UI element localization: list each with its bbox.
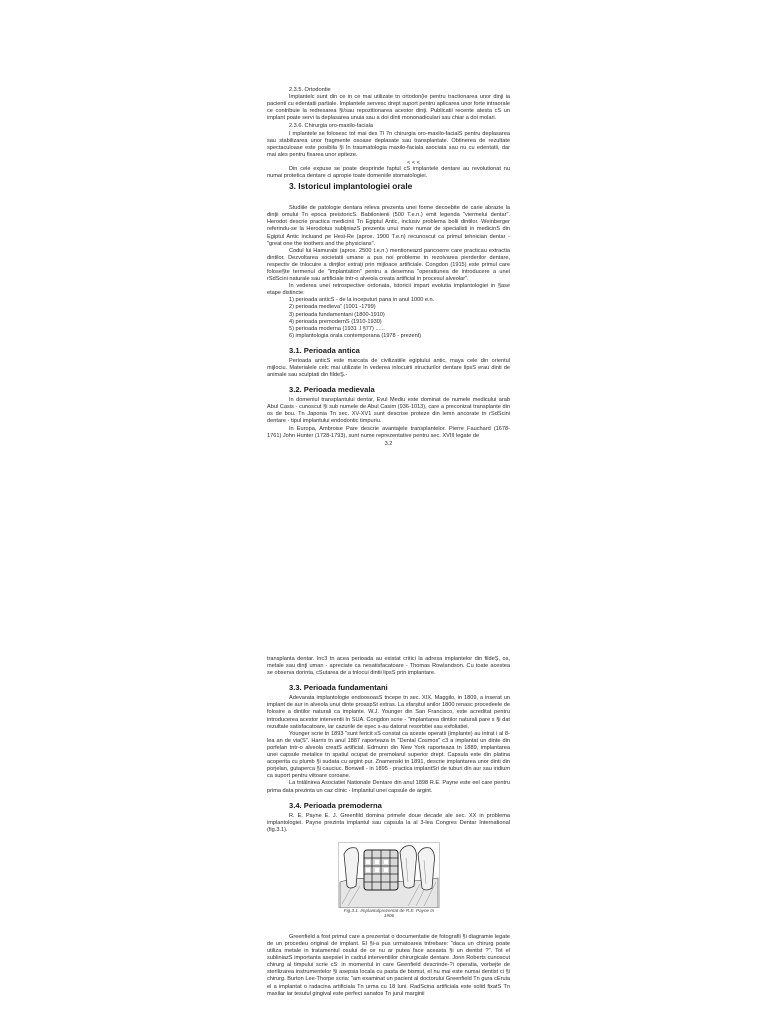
periods-list xyxy=(267,297,510,340)
section-3-2-paragraph-1: In domeniul transplantului dentar, Evul Mediu este dominat de numele medicului arab Abul Casis - cunoscut §i sub numele de Abul Casim (936-1013), care a preconizat transplante din os de bou. Tn Japonia Tn sec. XV-XV1 sunt descrise proteze din lemn ancorate tn rSdScini dentare - tipul implantului endodontic timpuriu. xyxy=(267,397,510,425)
figure-caption xyxy=(338,908,440,919)
section-3-1-heading: 3.1. Perioada antica xyxy=(289,345,360,355)
figure-caption-line-1: Fig.3.1. Implantulprezentat de R.E. Payne tn xyxy=(343,907,435,913)
figure-caption-line-2: 1906 xyxy=(383,913,395,919)
section-2-3-5-title: 2.3.5. Ortodontie xyxy=(289,87,331,93)
section-3-4-heading: 3.4. Perioada premoderna xyxy=(289,800,382,810)
history-paragraph-3: In vederea unei retrospective ordonata, istoricii impart evolutia implantologiei in §ase etape distincte: xyxy=(267,283,510,297)
history-paragraph-2: Codul lui Hamurabi (aprox. 2500 t.e.n.) mentioneazd pancoerre care practicau extractia dintilor. Dezvoltarea societatii umane a pus noi probleme tn rezolvarea pierderilor dentare, respectiv de tnlocuire a dinţilor extraţi prin mijloace artificiale. Congdon (1915) este primul care folose§te termenul de "implantation" pentru a desemna "operatiunea de introducere a unei rSdScini naturale sau artificiale tntr-o alveola creata artificial in procesul alveolar". xyxy=(267,247,510,283)
section-3-3-paragraph-3: La tntâlnirea Asociatiei Nationale Dentare din anul 1898 R.E. Payne este eel care pentru prima data prezinta un caz clinic - Implantul unei capsule de argint. xyxy=(267,780,510,794)
section-3-2-heading: 3.2. Perioada medievala xyxy=(289,385,375,395)
section-2-3-5-paragraph: Implantelc sunt din ce in ce mai utilizate tn ortodon(ie pentru tractionarea unor dinji ia pacienti cu edentatii partiale. Implantele servesc drept suport pentru aplicarea unor forte intraorale ce contribuie la redresarea §i/sau repozitionarea acestor dinţi. Publicatii recente atesta cS un implant poate servi la deplasarea unuia sau a doi dinti mononadiculari sau chiar a doi molari. xyxy=(267,94,510,122)
section-3-3-paragraph-2: Younger scrie tn 1893 "sunt fericit sS constat ca aceste operatii (implante) au intrat i al 8-lea an de via(S". Harris tn anul 1887 raporteaza tn "Dental Cosmos" c3 a implantat un dinte din porfelan tntr-o alveola creatS artificial. Edmunn din New York raporteaza tn 1889, implantarea unei capsule metalice tn spatiul ocupat de premolarul superior drept. Capsula este din platina acoperita cu plumb §i sudata cu argint pur. Znamenski tn 1891, descrie implantarea unor dinti din porjelan, gutaperca §i cauciuc. Bonwell - in 1895 - practica implantSri de tuburi din aur sau iridium ca suport pentru viitoare coroane. xyxy=(267,730,510,780)
section-2-3-6-title: 2.3.6. Chirurgia oro-maxilo-faciala xyxy=(289,123,373,130)
section-2-3-6-paragraph: I mplantele se folosesc tot mai des Tl 7n chirurgia oro-maxilo-facialS pentru deplasarea sau stabilizarea unor fragmente osoase deplasate sau transplantate. Obtinerea de rezultate spectaculoase este posibila §i In traumatologia maxilo-faciala asociata sau nu cu edentatii, dar mai ales pentru fixarea unor epiteze. xyxy=(267,130,510,158)
section-3-3-heading: 3.3. Perioada fundamentani xyxy=(289,683,388,693)
document-page-2 xyxy=(267,656,510,998)
section-3-2-paragraph-2: In Europa, Ambroise Pare descrie avantajele transplantelor. Pierre Fauchard (1678-1761) John Hunter (1728-1793), sunt nume reprezentative pentru sec. XVIII legate de xyxy=(267,425,510,439)
chapter-3-heading: 3. Istoricul implantologiei orale xyxy=(289,181,413,192)
list-item: 1) perioada anticS - de la inceputuri pana in anul 1000 e.n. xyxy=(289,297,435,304)
continuation-paragraph: transplanta dentar. Inc3 tn acea perioada au existat critici la adresa implantelor din fildeŞ, os, metale sau dinţi uman - apreciate ca nesatisfacatoare - Thomas Rowlandson. Cu toate acestea se observa dorinta, cSutarea de a tnlocui dintii lipsS prin implantare. xyxy=(267,656,510,677)
figure-3-1 xyxy=(338,842,440,942)
page-number: 3.2 xyxy=(384,440,393,447)
list-item: 2) perioada medieva" (1001 -1799) xyxy=(289,304,376,311)
section-3-4-paragraph: R. E. Payne E. J. Greenfild domina primele doue decade ale sec. XX in problema implantologiei. Payne prezinta implantul sau capsula la al 3-lea Congres Dentar International (fig.3.1). xyxy=(267,812,510,833)
list-item: 5) perioada moderna (1931 .l §77) ...... xyxy=(289,325,385,332)
greenfield-paragraph: Greenfield a fost primul care a prezentat o documentatie de fotografii §i diagramie legate de un procedeu original de implant. El §i-a pus urmatoarea tntrebare: "daca un chirurg poate utiliza metale in tratamentul osului de ce nu ar putea face aceasta §i un dentist ?". Tot el subliniazS importanta asepsiei in cadrul interventiilor chirurgicale dentare. Jonn Roberts cunoscut chirurg al timpului scrie cS: in momentul in care Geenfield descrinde-?i operatia, vorbejte de sterilizarea instrumentelor §i asepsia locala cu pasta de bismut, el nu mai este numai dentist ci §i chirurg. Burton Lee-Thorpe scria: "am examinat un pacient al doctorului Greenfield Tn gura cEruia el a implantat o radacina artificiala Tn urma cu 18 luni. RadScina artificiala este solid fixatS Tn maxilar iar tesutul gingival este perfect sanatos Tn jurul marginii xyxy=(267,933,510,997)
document-page-1 xyxy=(267,87,510,447)
implant-illustration xyxy=(338,842,440,908)
section-3-1-paragraph: Perioada anticS este marcata de civilizatiile egiptului antic, maya cele din orientul mijlociu. Materialele celc mai utilizate In vederea inlocuirii structurilor dentare lipsS erau dinti de animale sau sculptati din fildeŞ.- xyxy=(267,357,510,379)
list-item: 6) implantologia orala contemporana (1978 - prezent) xyxy=(289,332,422,339)
history-paragraph-1: Studiile de patologie dentara releva prezenta unei forme decoebite de carie abrazie la dinţii omului Tn epoca preistoricS. Babilonienii (500 T.e.n.) emit legenda "viermelui dentar". Herodot descrie practica medicinii Tn Egiptul Antic, inclusiv problema bolii dintilor. Weinberger referindu-se la Herodotus subljniazS prezenta unui mare numar de specialisti in medicinS din Egiptul Antic incluand pe Hesi-Re (aprox. 1900 T.e.n) recunoscut ca primul tehnician dentar - "great one the toothers and the physicians". xyxy=(267,205,510,247)
section-separator: < < < xyxy=(407,159,420,166)
conclusion-paragraph: Din cele expuse se poate desprinde faptul cS implantele dentare au revolutionat nu numai protetica dentare ci apropie toate domeniile stomatologiei. xyxy=(267,165,510,180)
list-item: 3) perioada fundamentani (1800-1910) xyxy=(289,311,385,318)
list-item: 4) perioada premodernS (1910-1930) xyxy=(289,318,382,325)
section-3-3-paragraph-1: Adevarata implantologie endoosoasS tncepe tn sec. XIX. Maggilo, in 1809, a inserat un implant de aur in alveola unui dinte proaspSt extras. La sfarşitul anilor 1800 renasc procedeele de folosire a dintilor naturali ca implante. W.J. Younger din San Francisco, este acreditat pentru introducerea acestor interventii In SUA. Congdon scrie - "implantarea dintilor naturali pare s §i dat rezultate satisfacatoare, iar cazurile de eşec s-au datorat resorbtiei sau exfoliatiei. xyxy=(267,695,510,730)
